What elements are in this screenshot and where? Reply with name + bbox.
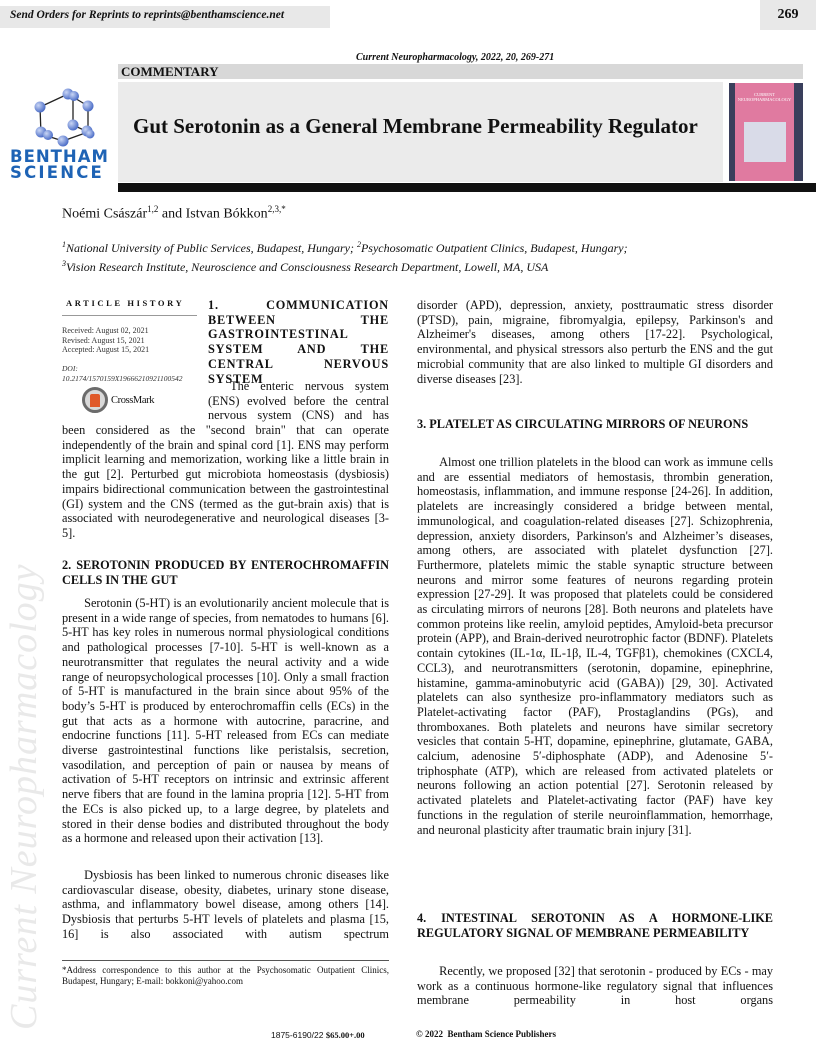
article-history-dates <box>62 326 149 355</box>
crossmark-icon <box>82 387 108 413</box>
author-1: Noémi Császár <box>62 206 148 222</box>
section-1-paragraph-start: The enteric nervous system (ENS) evolved before the central nervous system (CNS) and has <box>208 379 389 423</box>
doi-block <box>62 364 182 383</box>
issn: 1875-6190/22 <box>271 1030 324 1040</box>
article-title: Gut Serotonin as a General Membrane Permeability Regulator <box>133 114 698 138</box>
author-2: Istvan Bókkon <box>185 206 268 222</box>
correspondence-footnote: *Address correspondence to this author at the Psychosomatic Outpatient Clinics, Budapest, Hungary; E-mail: bokkoni@yahoo.com <box>62 965 389 986</box>
section-4-heading-wrap <box>417 911 773 940</box>
section-3-body <box>417 455 773 837</box>
logo-line-1: BENTHAM <box>10 147 109 166</box>
crossmark-label: CrossMark <box>111 394 155 406</box>
section-3-heading: 3. PLATELET AS CIRCULATING MIRRORS OF NEURONS <box>417 417 749 431</box>
issn-price <box>271 1030 365 1040</box>
received-date: Received: August 02, 2021 <box>62 326 149 335</box>
section-4-heading: 4. INTESTINAL SEROTONIN AS A HORMONE-LIKE REGULATORY SIGNAL OF MEMBRANE PERMEABILITY <box>417 911 773 940</box>
affil-3-sup: 3 <box>62 259 66 268</box>
price: $65.00+.00 <box>325 1030 365 1040</box>
section-1-intro <box>208 379 389 423</box>
copyright: © 2022 Bentham Science Publishers <box>416 1029 556 1039</box>
section-2-paragraph-1: Serotonin (5-HT) is an evolutionarily ancient molecule that is present in a wide range of species, from nematodes to humans [6]. 5-HT has key roles in numerous normal physiological conditions and pathological processes [7-10]. 5-HT is well-known as a neurotransmitter that regulates the neural activity and a wide range of neuropsychological processes [10]. Only a small fraction of 5-HT is manufactured in the brain since about 95% of the body’s 5-HT is produced by enterochromaffin cells (ECs) in the gut that acts as a hormone with autocrine, paracrine, and endocrine functions [11]. 5-HT released from ECs can mediate diverse gastrointestinal functions like peristalsis, secretion, vasodilation, and perception of pain or nausea by means of activation of 5-HT receptors on intrinsic and extrinsic afferent nerve fibers that are found in the lamina propria [12]. 5-HT from the ECs is also picked up, to a large degree, by platelets and stored in their dense bodies and distributed throughout the body as a hormone and released upon their activation [13]. <box>62 596 389 846</box>
section-2-paragraph-2-cont: disorder (APD), depression, anxiety, posttraumatic stress disorder (PTSD), pain, migraine, fibromyalgia, epilepsy, Parkinson's and Alzheimer's diseases, among others [17-22]. Psychological, environmental, and physical stressors also perturb the ENS and the gut microbial community that are also linked to multiple GI disorders and diverse diseases [23]. <box>417 298 773 386</box>
author-connector: and <box>158 206 186 222</box>
header-rule <box>118 183 816 192</box>
section-4-body <box>417 964 773 1008</box>
author-2-affil: 2,3,* <box>267 204 286 214</box>
section-2-heading-wrap <box>62 558 389 587</box>
affil-1: National University of Public Services, Budapest, Hungary; <box>66 241 357 255</box>
section-4-paragraph-1: Recently, we proposed [32] that serotonin - produced by ECs - may work as a continuous hormone-like regulatory signal that influences membrane permeability in host organs <box>417 964 773 1008</box>
author-1-affil: 1,2 <box>147 204 159 214</box>
bentham-science-logo <box>10 149 109 181</box>
crossmark-badge[interactable] <box>82 387 154 413</box>
cover-illustration <box>744 122 786 162</box>
section-3-heading-wrap <box>417 417 773 432</box>
article-history-rule <box>62 315 197 316</box>
affil-2: Psychosomatic Outpatient Clinics, Budapest, Hungary; <box>360 241 628 255</box>
affil-1-sup: 1 <box>62 240 66 249</box>
cover-title: CURRENT NEUROPHARMACOLOGY <box>737 92 792 102</box>
section-3-paragraph-1: Almost one trillion platelets in the blood can work as immune cells and are essential mediators of hemostasis, thrombin generation, homeostasis, inflammation, and immune response [24-26]. In addition, platelets are increasingly considered a bridge between mental, immunological, and coagulation-related diseases [27]. Schizophrenia, depression, anxiety disorders, Parkinson's and Alzheimer’s diseases, among others, are associated with platelet dysfunction [27]. Furthermore, platelets mimic the stable synaptic structure between neurons and mirror some features of neurons regarding protein expression [27-29]. It was proposed that platelets could be considered as circulating mirrors of neurons [28]. Both neurons and platelets have common proteins like reelin, amyloid peptides, Amyloid-beta precursor protein (APP), and Brain-derived neurotrophic factor (BDNF). Platelets contain cytokines (IL-1α, IL-1β, IL-4, TGFβ1), chemokines (CXCL4, CCL3), and neurotransmitters (serotonin, dopamine, epinephrine, histamine, gamma-aminobutyric acid (GABA)) [29, 30]. Activated platelets can also synthesize pro-inflammatory mediators such as Platelet-activating factor (PAF), Prostaglandins (PGs), and thromboxanes. Both platelets and neurons have similar secretory vesicles that contain 5-HT, dopamine, epinephrine, glutamate, GABA, calcium, adenosine 5′-diphosphate (ADP), and Adenosine 5′-triphosphate (ATP), which are released from activated platelets or neurons following an action potential [27]. Serotonin released by activated platelets and Platelet-activating factor (PAF) have key functions in the regulation of sterile neuroinflammation, hemorrhage, and neuronal plasticity after traumatic brain injury [31]. <box>417 455 773 837</box>
section-2-paragraph-2: Dysbiosis has been linked to numerous chronic diseases like cardiovascular disease, obesity, diabetes, urinary stone disease, asthma, and inflammatory bowel disease, among others [14]. Dysbiosis that perturbs 5-HT levels of platelets and plasma [15, 16] is also associated with autism spectrum <box>62 868 389 941</box>
article-type-label: COMMENTARY <box>121 64 219 79</box>
section-2-heading: 2. SEROTONIN PRODUCED BY ENTEROCHROMAFFIN CELLS IN THE GUT <box>62 558 389 587</box>
affil-2-sup: 2 <box>356 240 361 249</box>
page-number: 269 <box>760 0 816 30</box>
article-type-bar <box>118 64 803 79</box>
journal-watermark: Current Neuropharmacology <box>3 563 45 1030</box>
affil-3: Vision Research Institute, Neuroscience and Consciousness Research Department, Lowell, MA, USA <box>66 260 549 274</box>
section-1-body <box>62 423 389 541</box>
affiliations <box>62 237 782 275</box>
section-1-heading: 1. COMMUNICATION BETWEEN THE GASTROINTESTINAL SYSTEM AND THE CENTRAL NERVOUS SYSTEM <box>208 298 389 386</box>
journal-reference: Current Neuropharmacology, 2022, 20, 269-271 <box>356 52 555 63</box>
section-2-continued <box>417 298 773 386</box>
section-1-paragraph-cont: been considered as the "second brain" that can operate independently of the brain and spinal cord [1]. ENS may perform implicit learning and memorization, working like a little brain in the gut [2]. Perturbed gut microbiota homeostasis (dysbiosis) impairs bidirectional communication between the gastrointestinal (GI) system and the CNS (termed as the gut-brain axis) that is associated with neurodegenerative and neurological diseases [3-5]. <box>62 423 389 540</box>
reprint-notice: Send Orders for Reprints to reprints@benthamscience.net <box>10 9 285 21</box>
accepted-date: Accepted: August 15, 2021 <box>62 345 150 354</box>
author-line <box>62 204 286 223</box>
doi-label: DOI: <box>62 364 78 373</box>
section-2-body-2 <box>62 868 389 942</box>
section-2-body <box>62 596 389 846</box>
article-history-heading: ARTICLE HISTORY <box>66 298 185 308</box>
logo-line-2: SCIENCE <box>10 163 104 182</box>
cover-right-band <box>794 83 803 181</box>
doi-link[interactable]: 10.2174/1570159X19666210921100542 <box>62 373 183 383</box>
revised-date: Revised: August 15, 2021 <box>62 335 145 345</box>
footnote-rule <box>62 960 389 961</box>
